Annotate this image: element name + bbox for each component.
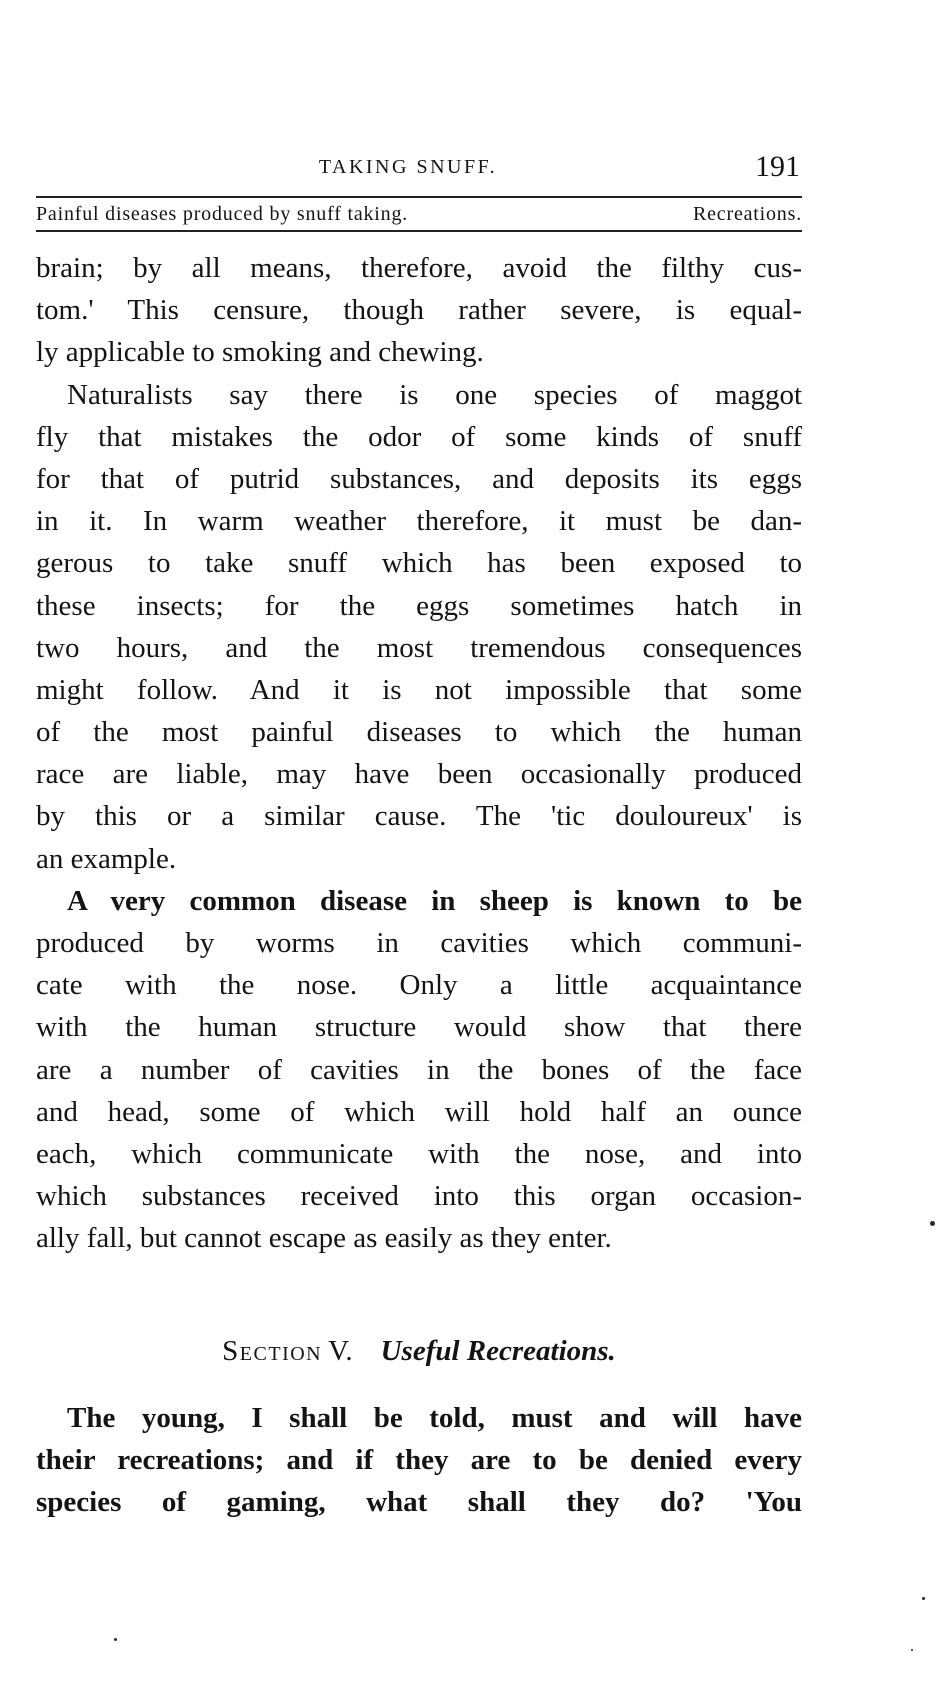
text-line: brain; by all means, therefore, avoid the filthy cus- bbox=[36, 252, 802, 284]
text-line: which substances received into this organ occasion- bbox=[36, 1180, 802, 1213]
text-line: of the most painful diseases to which the human bbox=[36, 716, 802, 749]
text-line: two hours, and the most tremendous consequences bbox=[36, 631, 802, 664]
subhead-topic-left: Painful diseases produced by snuff taking. bbox=[36, 203, 409, 225]
text-line: ally fall, but cannot escape as easily as they enter. bbox=[36, 1222, 612, 1255]
text-line: an example. bbox=[36, 842, 177, 875]
text-line: tom.' This censure, though rather severe, is equal- bbox=[36, 294, 802, 327]
scan-speck bbox=[114, 1638, 117, 1641]
text-line: by this or a similar cause. The 'tic douloureux' is bbox=[36, 800, 802, 833]
section-label: Section bbox=[222, 1335, 323, 1367]
page-number: 191 bbox=[755, 150, 800, 183]
scan-speck bbox=[911, 1649, 913, 1651]
paragraph-maggot-fly bbox=[36, 374, 802, 880]
text-line: might follow. And it is not impossible that some bbox=[36, 673, 802, 706]
text-line: species of gaming, what shall they do? 'You bbox=[36, 1486, 802, 1519]
text-line: are a number of cavities in the bones of the face bbox=[36, 1053, 802, 1086]
subhead-topic-right: Recreations. bbox=[692, 203, 802, 225]
text-line: Naturalists say there is one species of maggot bbox=[67, 378, 802, 411]
text-line: each, which communicate with the nose, and into bbox=[36, 1137, 802, 1170]
text-line: and head, some of which will hold half an ounce bbox=[36, 1095, 802, 1128]
text-line: cate with the nose. Only a little acquaintance bbox=[36, 969, 802, 1002]
section-heading bbox=[36, 1330, 802, 1372]
text-line: ly applicable to smoking and chewing. bbox=[36, 336, 484, 369]
section-body bbox=[36, 1397, 802, 1524]
text-line: in it. In warm weather therefore, it must be dan- bbox=[36, 505, 802, 538]
running-title: TAKING SNUFF. bbox=[318, 156, 498, 178]
text-line: race are liable, may have been occasionally produced bbox=[36, 758, 802, 791]
section-title: Useful Recreations. bbox=[380, 1335, 616, 1367]
marginal-subhead bbox=[36, 201, 802, 229]
text-line: their recreations; and if they are to be denied every bbox=[36, 1444, 802, 1477]
text-line: A very common disease in sheep is known to be bbox=[67, 884, 802, 917]
scan-speck bbox=[930, 1221, 935, 1226]
scan-speck bbox=[922, 1597, 925, 1600]
header-rule-top bbox=[36, 196, 802, 198]
paragraph-sheep-disease bbox=[36, 880, 802, 1260]
text-line: The young, I shall be told, must and will have bbox=[67, 1402, 802, 1434]
text-line: fly that mistakes the odor of some kinds of snuff bbox=[36, 420, 802, 453]
text-line: produced by worms in cavities which communi- bbox=[36, 927, 802, 959]
text-line: with the human structure would show that there bbox=[36, 1011, 802, 1044]
paragraph-continuation bbox=[36, 247, 802, 374]
text-line: gerous to take snuff which has been exposed to bbox=[36, 547, 802, 580]
text-line: these insects; for the eggs sometimes hatch in bbox=[36, 589, 802, 622]
section-number: V. bbox=[328, 1335, 353, 1367]
header-rule-bottom bbox=[36, 230, 802, 232]
text-line: for that of putrid substances, and deposits its eggs bbox=[36, 462, 802, 495]
body-text bbox=[36, 247, 802, 1260]
running-head bbox=[36, 150, 800, 184]
